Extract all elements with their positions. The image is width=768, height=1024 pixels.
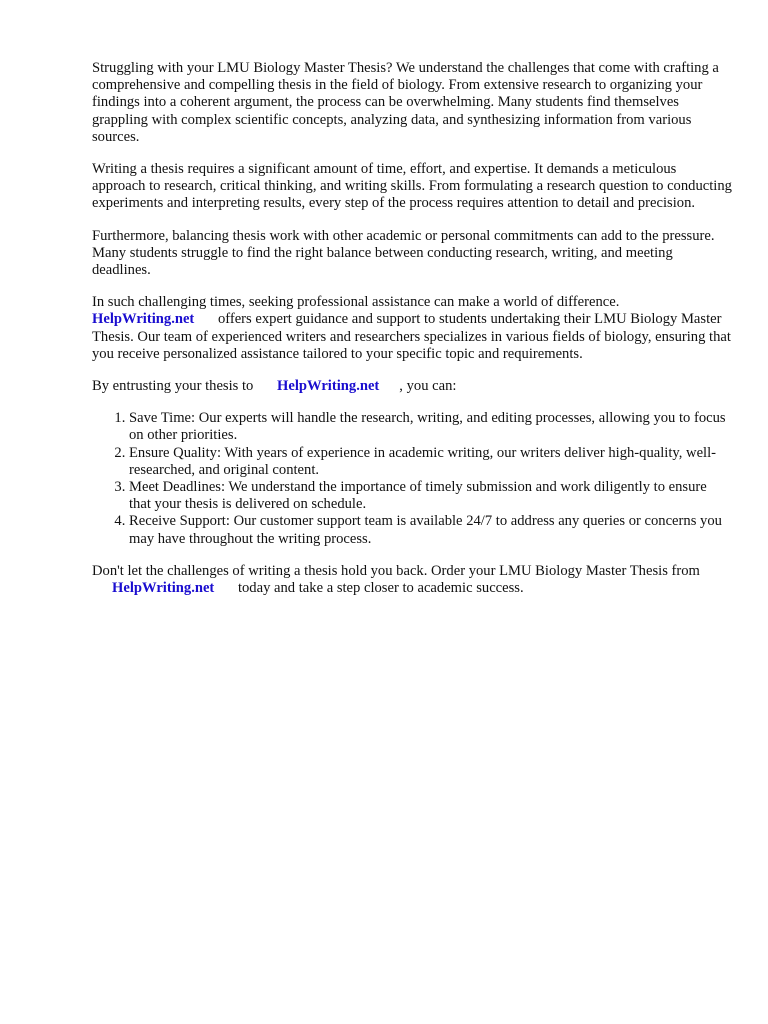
document-page — [92, 60, 732, 612]
intro-paragraph: Struggling with your LMU Biology Master Thesis? We understand the challenges that come with crafting a comprehensive and compelling thesis in the field of biology. From extensive research to organizing your findings into a coherent argument, the process can be overwhelming. Many students find themselves grappling with complex scientific concepts, analyzing data, and synthesizing information from various sources. — [92, 60, 719, 145]
helpwriting-link-1[interactable]: HelpWriting.net — [92, 311, 195, 328]
balance-paragraph: Furthermore, balancing thesis work with other academic or personal commitments can add to the pressure. Many students struggle to find the right balance between conducting research, writing, and meeting deadlines. — [92, 227, 715, 279]
list-item: 3. Meet Deadlines: We understand the importance of timely submission and work diligently to ensure that your thesis is delivered on schedule. — [129, 479, 732, 513]
entrust-text-before: By entrusting your thesis to — [92, 378, 254, 395]
assistance-text-before: In such challenging times, seeking professional assistance can make a world of difference. — [92, 294, 620, 311]
list-item: 2. Ensure Quality: With years of experience in academic writing, our writers deliver high-quality, well-researched, and original content. — [129, 445, 732, 479]
assistance-paragraph — [92, 294, 732, 363]
benefits-list — [92, 410, 732, 548]
closing-text-after: today and take a step closer to academic success. — [237, 580, 524, 597]
entrust-text-after: , you can: — [399, 378, 457, 395]
requirements-paragraph: Writing a thesis requires a significant amount of time, effort, and expertise. It demands a meticulous approach to research, critical thinking, and writing skills. From formulating a research question to conducting experiments and interpreting results, every step of the process requires attention to detail and precision. — [92, 161, 732, 212]
closing-paragraph — [92, 563, 732, 597]
entrust-paragraph — [92, 378, 732, 395]
assistance-text-after: offers expert guidance and support to students undertaking their LMU Biology Master Thesis. Our team of experienced writers and researchers specializes in various fields of biology, ensuring that you receive personalized assistance tailored to your specific topic and requirements. — [92, 311, 731, 362]
helpwriting-link-2[interactable]: HelpWriting.net — [277, 378, 380, 395]
closing-text-before: Don't let the challenges of writing a thesis hold you back. Order your LMU Biology Master Thesis from — [92, 562, 700, 579]
helpwriting-link-3[interactable]: HelpWriting.net — [112, 580, 215, 597]
list-item: 1. Save Time: Our experts will handle the research, writing, and editing processes, allowing you to focus on other priorities. — [129, 410, 732, 444]
list-item: 4. Receive Support: Our customer support team is available 24/7 to address any queries or concerns you may have throughout the writing process. — [129, 513, 732, 547]
